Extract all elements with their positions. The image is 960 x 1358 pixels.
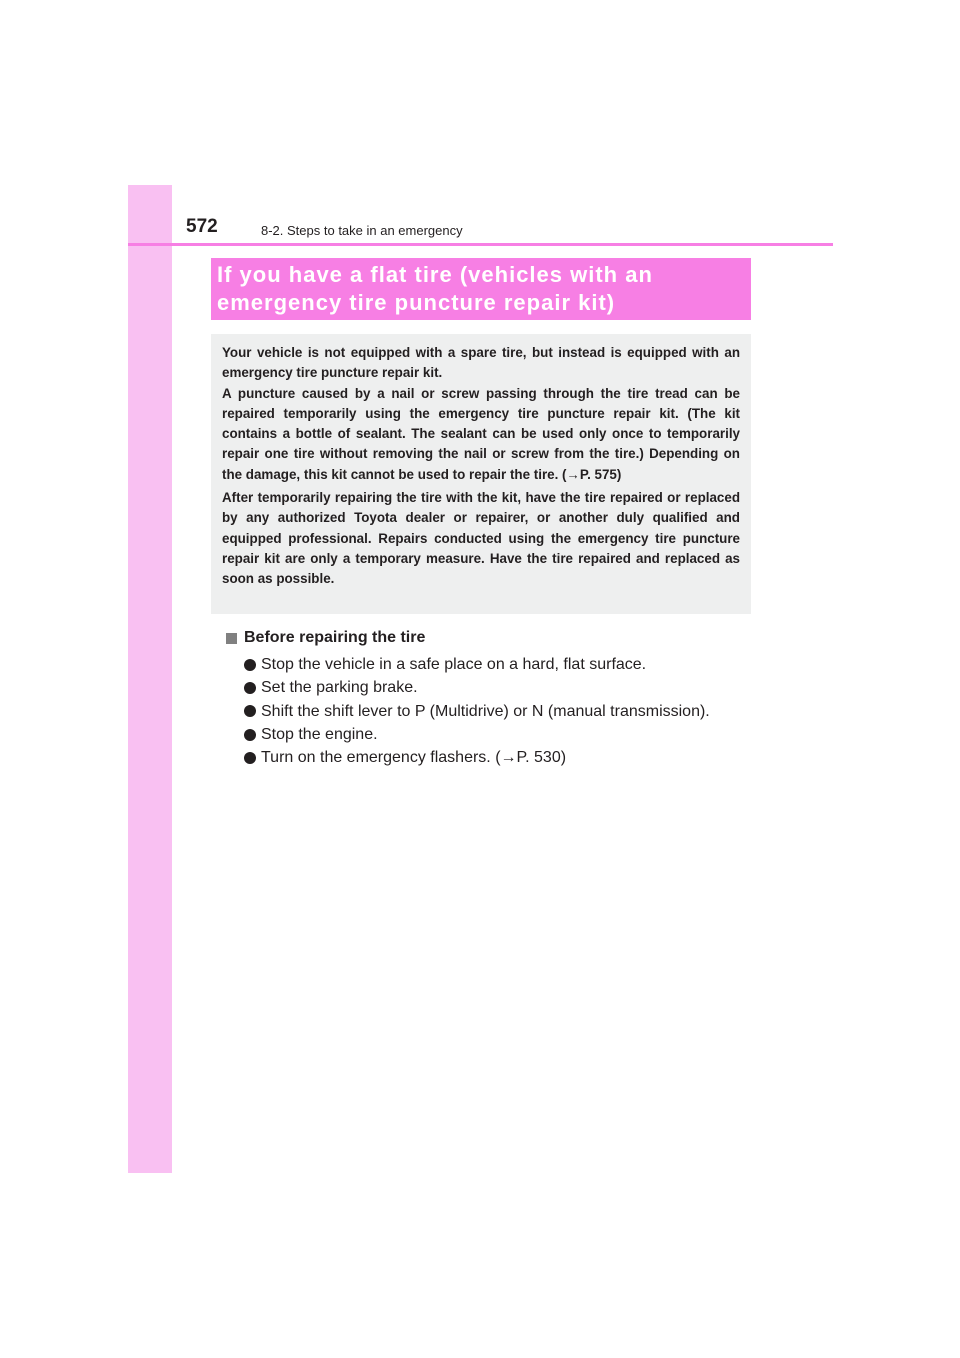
before-repair-heading-text: Before repairing the tire <box>244 629 426 646</box>
chapter-side-tab <box>128 185 172 1173</box>
before-repair-steps <box>244 653 710 769</box>
step-text: Set the parking brake. <box>261 679 418 697</box>
intro-paragraph-1 <box>222 343 740 485</box>
page-title: If you have a flat tire (vehicles with an emergency tire puncture repair kit) <box>217 262 653 315</box>
before-repair-heading <box>226 629 425 647</box>
bullet-icon <box>244 752 256 764</box>
section-heading: 8-2. Steps to take in an emergency <box>261 223 463 238</box>
intro-paragraph-2-text: A puncture caused by a nail or screw passing through the tire tread can be repaired temporarily using the emergency tire puncture repair kit. (The kit contains a bottle of sealant. The sealant can be used only once to temporarily repair one tire without removing the nail or screw from the tire.) Depending on the damage, this kit cannot be used to repair the tire. (→P. 575) <box>222 385 740 482</box>
step-text: Turn on the emergency flashers. (→P. 530) <box>261 749 567 767</box>
intro-paragraph-3: After temporarily repairing the tire with the kit, have the tire repaired or replaced by any authorized Toyota dealer or repairer, or another duly qualified and equipped professional. Repairs conducted using the emergency tire puncture repair kit are only a temporary measure. Have the tire repaired and replaced as soon as possible. <box>222 490 740 587</box>
intro-box <box>211 334 751 614</box>
list-item <box>244 676 710 699</box>
step-text: Stop the vehicle in a safe place on a hard, flat surface. <box>261 656 647 673</box>
title-banner <box>211 258 751 320</box>
bullet-icon <box>244 659 256 671</box>
square-bullet-icon <box>226 633 237 644</box>
list-item <box>244 723 710 746</box>
bullet-icon <box>244 705 256 717</box>
list-item <box>244 653 710 676</box>
list-item <box>244 700 710 723</box>
step-text: Shift the shift lever to P (Multidrive) or N (manual transmission). <box>261 702 710 720</box>
list-item <box>244 746 710 769</box>
header-divider <box>128 243 833 246</box>
step-text: Stop the engine. <box>261 725 378 743</box>
page-number: 572 <box>186 216 218 237</box>
bullet-icon <box>244 729 256 741</box>
intro-paragraph-1-text: Your vehicle is not equipped with a spare tire, but instead is equipped with an emergency tire puncture repair kit. <box>222 345 740 381</box>
bullet-icon <box>244 682 256 694</box>
